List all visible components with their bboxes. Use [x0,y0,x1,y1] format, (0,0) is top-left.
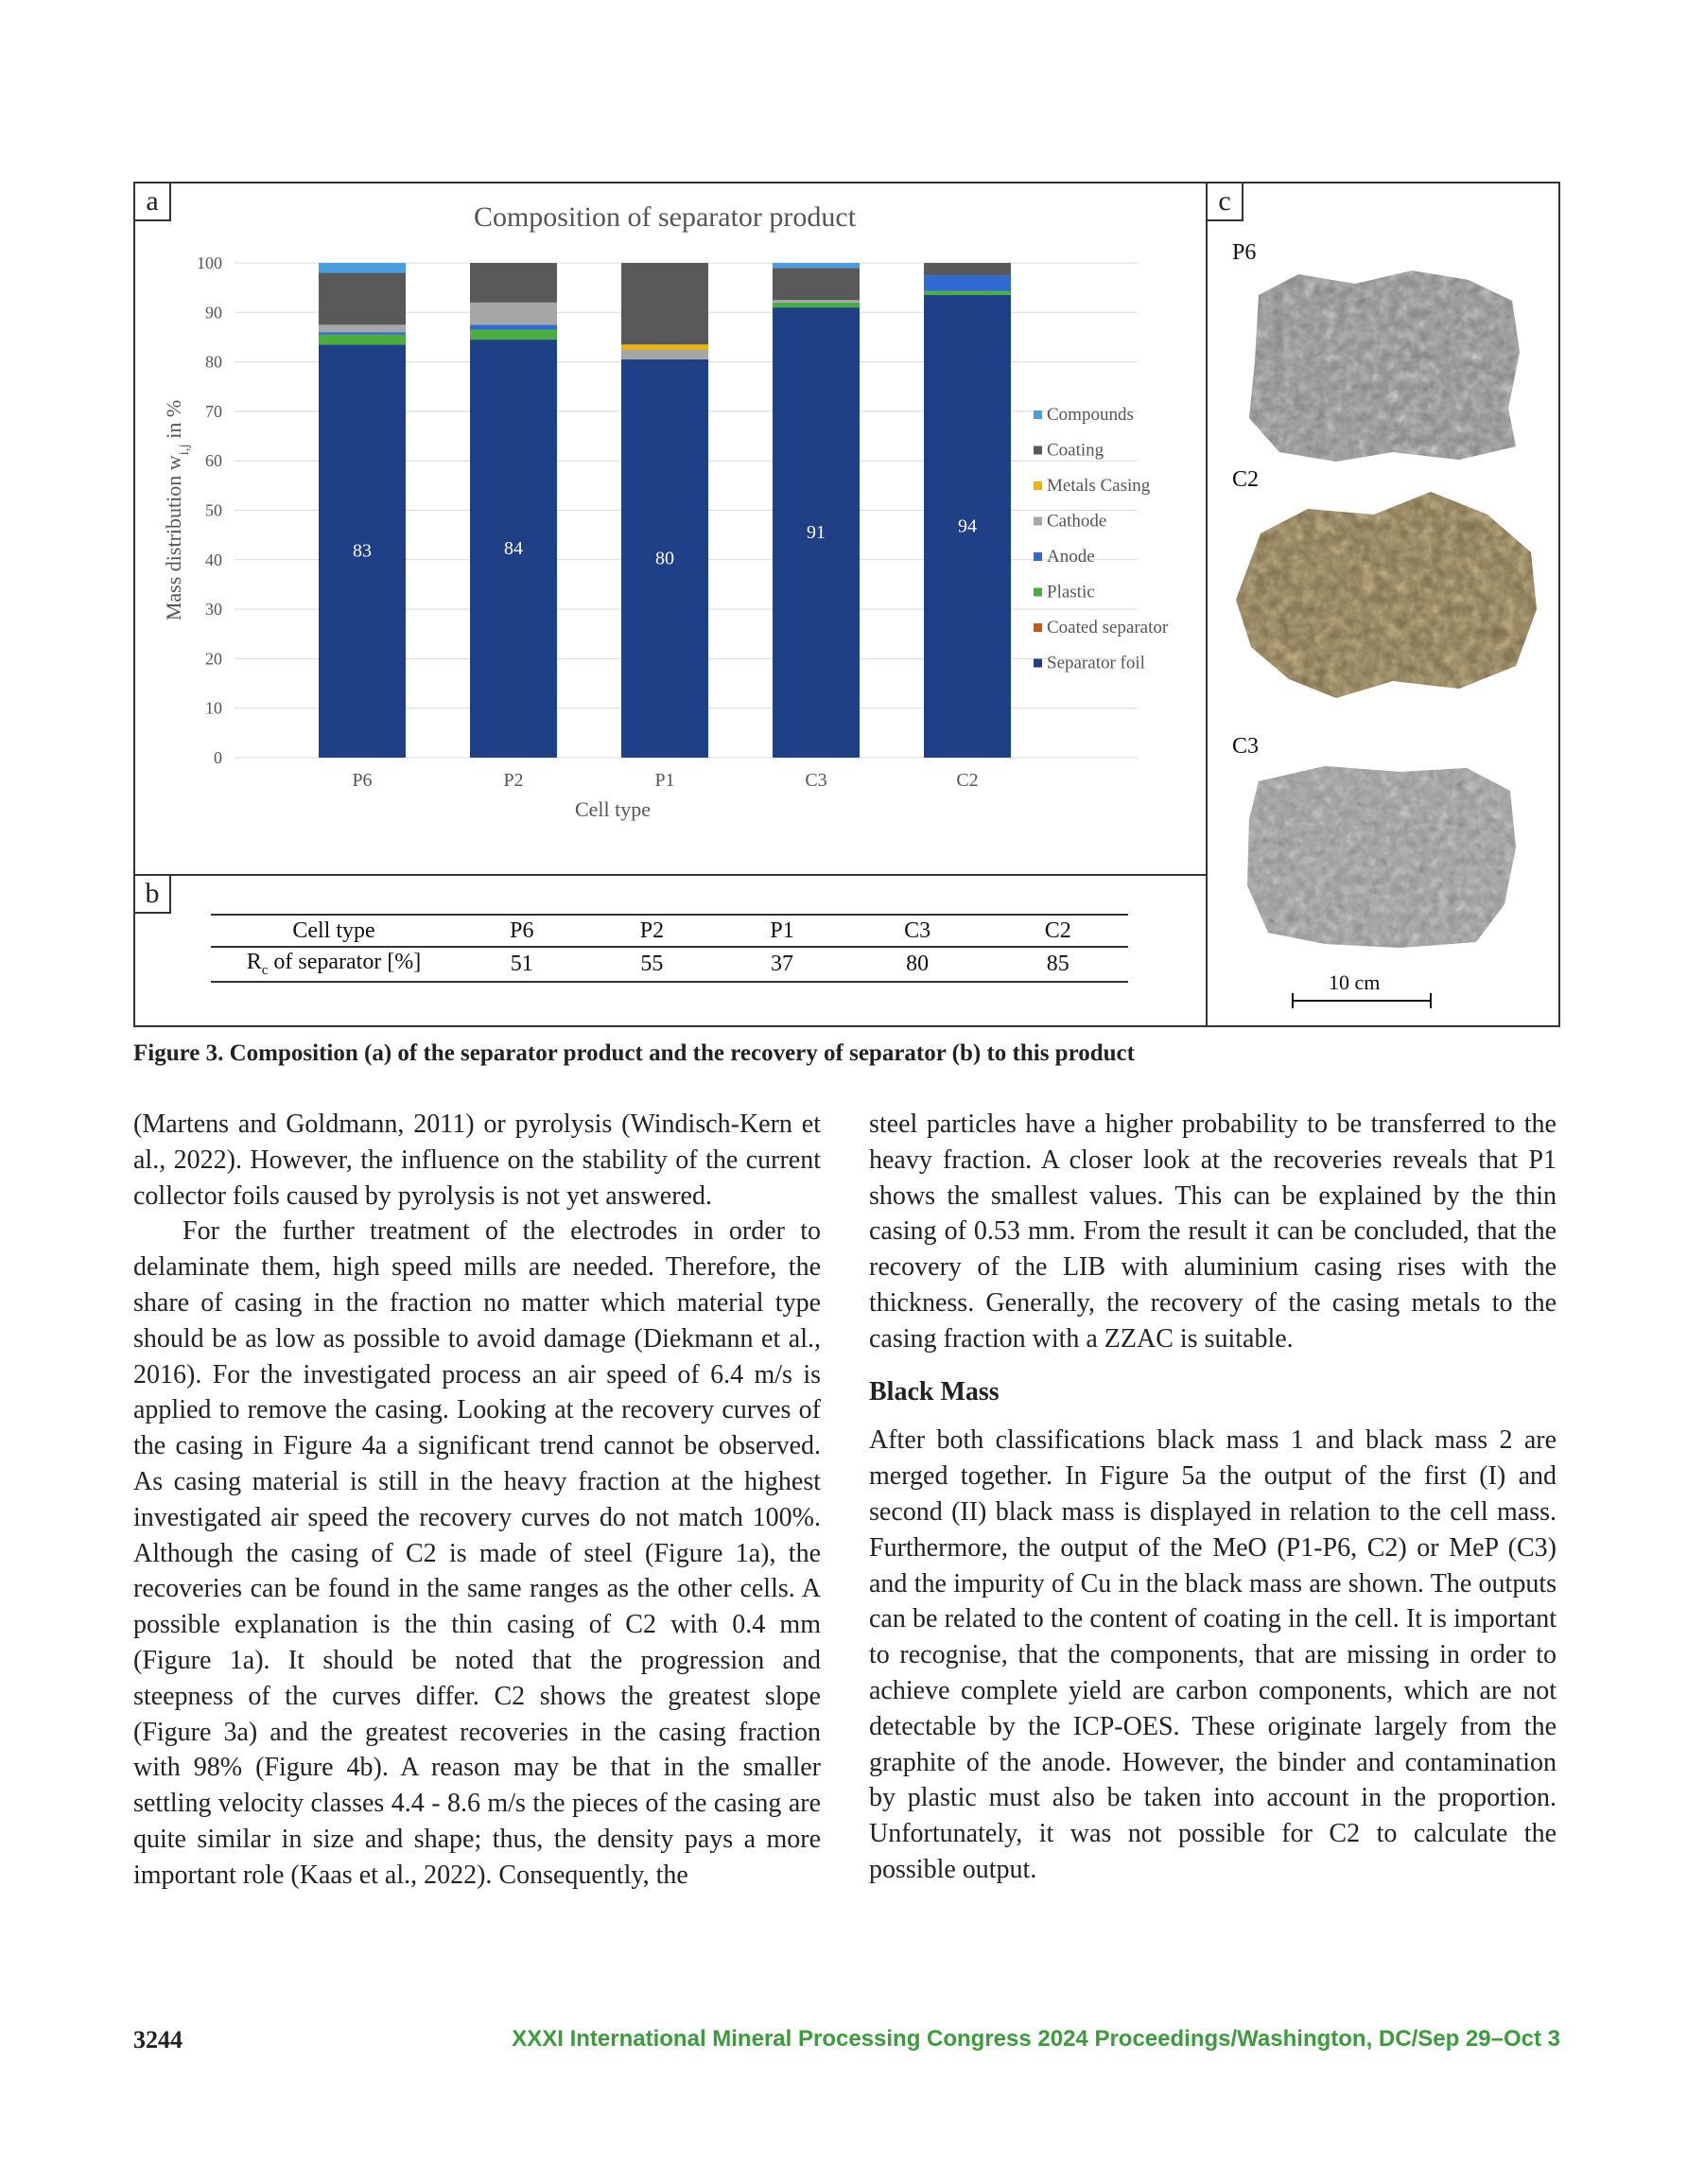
data-label: 83 [353,540,372,562]
photo-label-c3: C3 [1232,734,1260,759]
bar-segment-plastic [924,291,1011,295]
right-column [869,1107,1557,1888]
footer-title: XXXI International Mineral Processing Congress 2024 Proceedings/Washington, DC/Sep 29–Oct 3 [512,2026,1560,2052]
row-label-sub: c [261,962,269,978]
data-label: 80 [655,548,674,569]
paragraph: steel particles have a higher probability to be transferred to the heavy fraction. A closer look at the recoveries reveals that P1 shows the smallest values. This can be explained by the thin casing of 0.53 mm. From the result it can be concluded, that the recovery of the LIB with aluminium casing rises with the thickness. Generally, the recovery of the casing metals to the casing fraction with a ZZAC is suitable. [869,1109,1557,1354]
bar-segment-plastic [470,330,557,340]
bar-segment-cathode [621,350,708,359]
recovery-table [211,914,1128,983]
y-tick-label: 70 [205,401,222,421]
bar-segment-anode [924,275,1011,291]
x-tick-label: P2 [503,770,524,791]
paragraph: After both classifications black mass 1 and black mass 2 are merged together. In Figure 5a the output of the first (I) and second (II) black mass is displayed in relation to the cell mass. Furthermore, the output of the MeO (P1-P6, C2) or MeP (C3) and the impurity of Cu in the black mass are shown. The outputs can be related to the content of coating in the cell. It is important to recognise, that the components, that are missing in order to achieve complete yield are carbon components, which are not detectable by the ICP-OES. These originate largely from the graphite of the anode. However, the binder and contamination by plastic must also be taken into account in the proportion. Unfortunately, it was not possible for C2 to calculate the possible output. [869,1425,1557,1884]
photo-c2-shredded-separator [1232,486,1544,704]
legend-swatch [1034,659,1042,668]
figure-caption: Figure 3. Composition (a) of the separator product and the recovery of separator (b) to this product [133,1040,1135,1066]
stacked-bar-chart [135,183,1206,874]
legend-swatch [1034,552,1042,561]
y-tick-label: 20 [205,649,222,669]
legend-entry: Compounds [1047,405,1134,425]
panel-a-chart [135,183,1208,876]
data-label: 91 [807,522,826,544]
bar-segment-cathode [773,300,860,303]
row-label-rest: of separator [%] [268,950,422,974]
y-axis-label-sub: i,j [177,444,192,456]
legend-entry: Cathode [1047,511,1107,532]
bar-segment-compounds [773,263,860,268]
table-header-cell: C2 [1044,917,1071,943]
legend-entry: Separator foil [1047,653,1145,673]
data-label: 84 [504,538,523,560]
bar-segment-coating [470,263,557,303]
panel-letter-c: c [1208,183,1244,221]
bar-segment-anode [470,324,557,329]
y-tick-label: 100 [197,253,222,272]
bar-segment-anode [319,332,406,335]
bar-segment-metals-casing [621,344,708,349]
x-axis-label: Cell type [574,797,652,821]
legend-swatch [1034,588,1042,597]
legend-entry: Coating [1047,440,1104,461]
left-column [133,1107,821,1894]
y-tick-label: 40 [205,550,222,569]
paragraph: For the further treatment of the electrodes in order to delaminate them, high speed mills are needed. Therefore, the share of casing in the fraction no matter which material type should be as low as possible to avoid damage (Diekmann et al., 2016). For the investigated process an air speed of 6.4 m/s is applied to remove the casing. Looking at the recovery curves of the casing in Figure 4a a significant trend cannot be observed. As casing material is still in the heavy fraction at the highest investigated air speed the recovery curves do not match 100%. Although the casing of C2 is made of steel (Figure 1a), the recoveries can be found in the same ranges as the other cells. A possible explanation is the thin casing of C2 with 0.4 mm (Figure 1a). It should be noted that the progression and steepness of the curves differ. C2 shows the greatest slope (Figure 3a) and the greatest recoveries in the casing fraction with 98% (Figure 4b). A reason may be that in the smaller settling velocity classes 4.4 - 8.6 m/s the pieces of the casing are quite similar in size and shape; thus, the density pays a more important role (Kaas et al., 2022). Consequently, the [133,1216,821,1890]
bar-segment-cathode [319,324,406,332]
bar-segment-plastic [773,303,860,307]
chart-title: Composition of separator product [473,201,857,233]
row-label [211,947,457,982]
legend-entry: Coated separator [1047,618,1169,638]
photo-label-p6: P6 [1232,240,1257,265]
legend-swatch [1034,517,1042,526]
table-header-row [211,915,1128,947]
legend-entry: Metals Casing [1047,476,1151,496]
y-tick-label: 80 [205,352,222,372]
bar-segment-coating [621,263,708,344]
x-tick-label: P1 [654,770,675,791]
section-heading: Black Mass [869,1376,1000,1406]
bar-segment-coating [924,263,1011,275]
y-tick-label: 10 [205,698,222,718]
y-tick-label: 90 [205,303,222,323]
table-header-cell: C3 [904,917,931,943]
panel-letter-b: b [135,876,171,914]
photo-p6-shredded-separator [1242,267,1525,465]
photo-c3-shredded-separator [1240,762,1523,952]
table-cell: 37 [771,951,794,976]
table-header-cell: P1 [770,917,794,943]
table-row [211,947,1128,982]
legend-swatch [1034,446,1042,455]
data-label: 94 [958,515,977,537]
x-tick-label: C2 [956,770,979,791]
table-cell: 51 [510,951,533,976]
legend-swatch [1034,623,1042,632]
y-tick-label: 30 [205,600,222,620]
page-number: 3244 [133,2026,183,2053]
panel-c-photos [1208,183,1560,1027]
y-tick-label: 50 [205,500,222,520]
y-tick-label: 0 [214,748,222,767]
scale-bar-label: 10 cm [1329,970,1381,994]
panel-letter-a: a [135,183,171,221]
table-header-cell: Cell type [292,917,375,943]
x-tick-label: P6 [352,770,373,791]
row-label-main: R [246,950,262,974]
bar-segment-cathode [470,303,557,325]
table-cell: 55 [640,951,664,976]
legend-entry: Anode [1047,547,1095,567]
table-cell: 80 [906,951,930,976]
y-tick-label: 60 [205,451,222,471]
y-axis-label-suffix: in % [162,399,185,445]
x-tick-label: C3 [805,770,827,791]
paragraph: (Martens and Goldmann, 2011) or pyrolysis (Windisch-Kern et al., 2022). However, the influence on the stability of the current collector foils caused by pyrolysis is not yet answered. [133,1109,821,1211]
photo-label-c2: C2 [1232,467,1260,492]
legend-swatch [1034,481,1042,490]
legend-entry: Plastic [1047,582,1095,603]
panel-b-table [135,876,1208,1027]
y-axis-label: Mass distribution $w_{i,j}$ in % [162,399,192,621]
figure-3 [133,182,1560,1027]
table-header-cell: P2 [639,917,665,943]
table-cell: 85 [1046,951,1070,976]
bar-segment-plastic [319,335,406,344]
bar-segment-coating [773,268,860,300]
bar-segment-compounds [319,263,406,272]
bar-segment-coating [319,272,406,324]
table-header-cell: P6 [510,917,534,943]
legend-swatch [1034,411,1042,419]
